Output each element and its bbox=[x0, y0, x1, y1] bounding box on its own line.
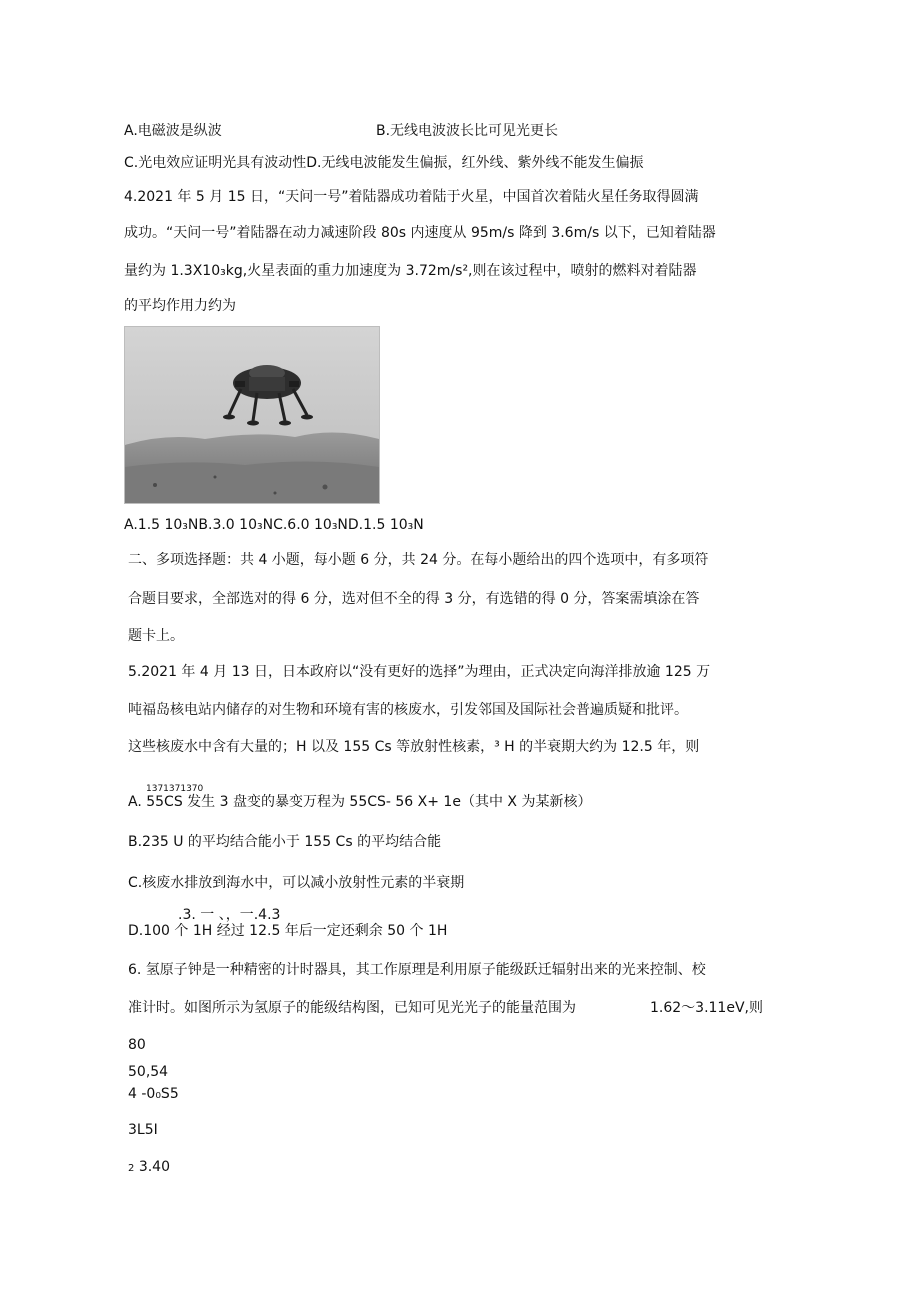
energy-level-2-value: 3.40 bbox=[138, 1159, 170, 1175]
energy-level-label: 3L5I bbox=[128, 1122, 158, 1138]
q3-option-a: A.电磁波是纵波 bbox=[124, 123, 222, 139]
q5-mass-numbers: 1371371370 bbox=[146, 784, 204, 794]
q5-stem-line1: 5.2021 年 4 月 13 日，日本政府以“没有更好的选择”为理由，正式决定向海洋排放逾 125 万 bbox=[128, 664, 711, 680]
q4-stem-line1: 4.2021 年 5 月 15 日，“天问一号”着陆器成功着陆于火星，中国首次着陆火星任务取得圆满 bbox=[124, 189, 699, 205]
q3-option-c: C.光电效应证明光具有波动性 bbox=[124, 155, 307, 171]
energy-level-label: 4 -0₀S5 bbox=[128, 1086, 179, 1102]
q6-stem-line2: 准计时。如图所示为氢原子的能级结构图，已知可见光光子的能量范围为 bbox=[128, 1000, 576, 1016]
energy-level-2 bbox=[128, 1158, 170, 1178]
energy-level-2-n: 2 bbox=[128, 1163, 135, 1174]
q6-stem-line1: 6. 氢原子钟是一种精密的计时器具，其工作原理是利用原子能级跃迁辐射出来的光来控制、校 bbox=[128, 962, 706, 978]
section2-line2: 合题目要求，全部选对的得 6 分，选对但不全的得 3 分，有选错的得 0 分，答案需填涂在答 bbox=[128, 591, 700, 607]
q4-stem-line4: 的平均作用力约为 bbox=[124, 298, 236, 314]
q3-option-b: B.无线电波波长比可见光更长 bbox=[376, 123, 559, 139]
q5-option-d: D.100 个 1H 经过 12.5 年后一定还剩余 50 个 1H bbox=[128, 923, 448, 939]
mars-lander-photo bbox=[124, 326, 380, 504]
q3-option-c-d bbox=[124, 154, 643, 172]
section2-line1: 二、多项选择题：共 4 小题，每小题 6 分，共 24 分。在每小题给出的四个选项中，有多项符 bbox=[128, 552, 709, 568]
q5-option-a: A. 55CS 发生 3 盘变的暴变万程为 55CS- 56 X+ 1e（其中 X 为某新核） bbox=[128, 794, 592, 810]
energy-level-label: 80 bbox=[128, 1037, 146, 1053]
q5-option-c: C.核废水排放到海水中，可以减小放射性元素的半衰期 bbox=[128, 875, 465, 891]
q5-option-d-superscript: .3. 一 、，一.4.3 bbox=[178, 907, 281, 923]
q4-stem-line2: 成功。“天问一号”着陆器在动力减速阶段 80s 内速度从 95m/s 降到 3.6m/s 以下，已知着陆器 bbox=[124, 225, 716, 241]
q6-stem-line2-end: 1.62～3.11eV,则 bbox=[650, 1000, 763, 1016]
q3-option-d: D.无线电波能发生偏振，红外线、紫外线不能发生偏振 bbox=[306, 155, 644, 171]
q4-options: A.1.5 10₃NB.3.0 10₃NC.6.0 10₃ND.1.5 10₃N bbox=[124, 517, 424, 533]
q5-option-b: B.235 U 的平均结合能小于 155 Cs 的平均结合能 bbox=[128, 834, 442, 850]
section2-line3: 题卡上。 bbox=[128, 628, 184, 644]
q5-stem-line2: 吨福岛核电站内储存的对生物和环境有害的核废水，引发邻国及国际社会普遍质疑和批评。 bbox=[128, 702, 688, 718]
energy-level-label: 50,54 bbox=[128, 1064, 169, 1080]
q5-stem-line3: 这些核废水中含有大量的；H 以及 155 Cs 等放射性核素，³ H 的半衰期大约为 12.5 年，则 bbox=[128, 739, 700, 755]
q4-stem-line3: 量约为 1.3X10₃kg,火星表面的重力加速度为 3.72m/s²,则在该过程中，喷射的燃料对着陆器 bbox=[124, 263, 697, 279]
